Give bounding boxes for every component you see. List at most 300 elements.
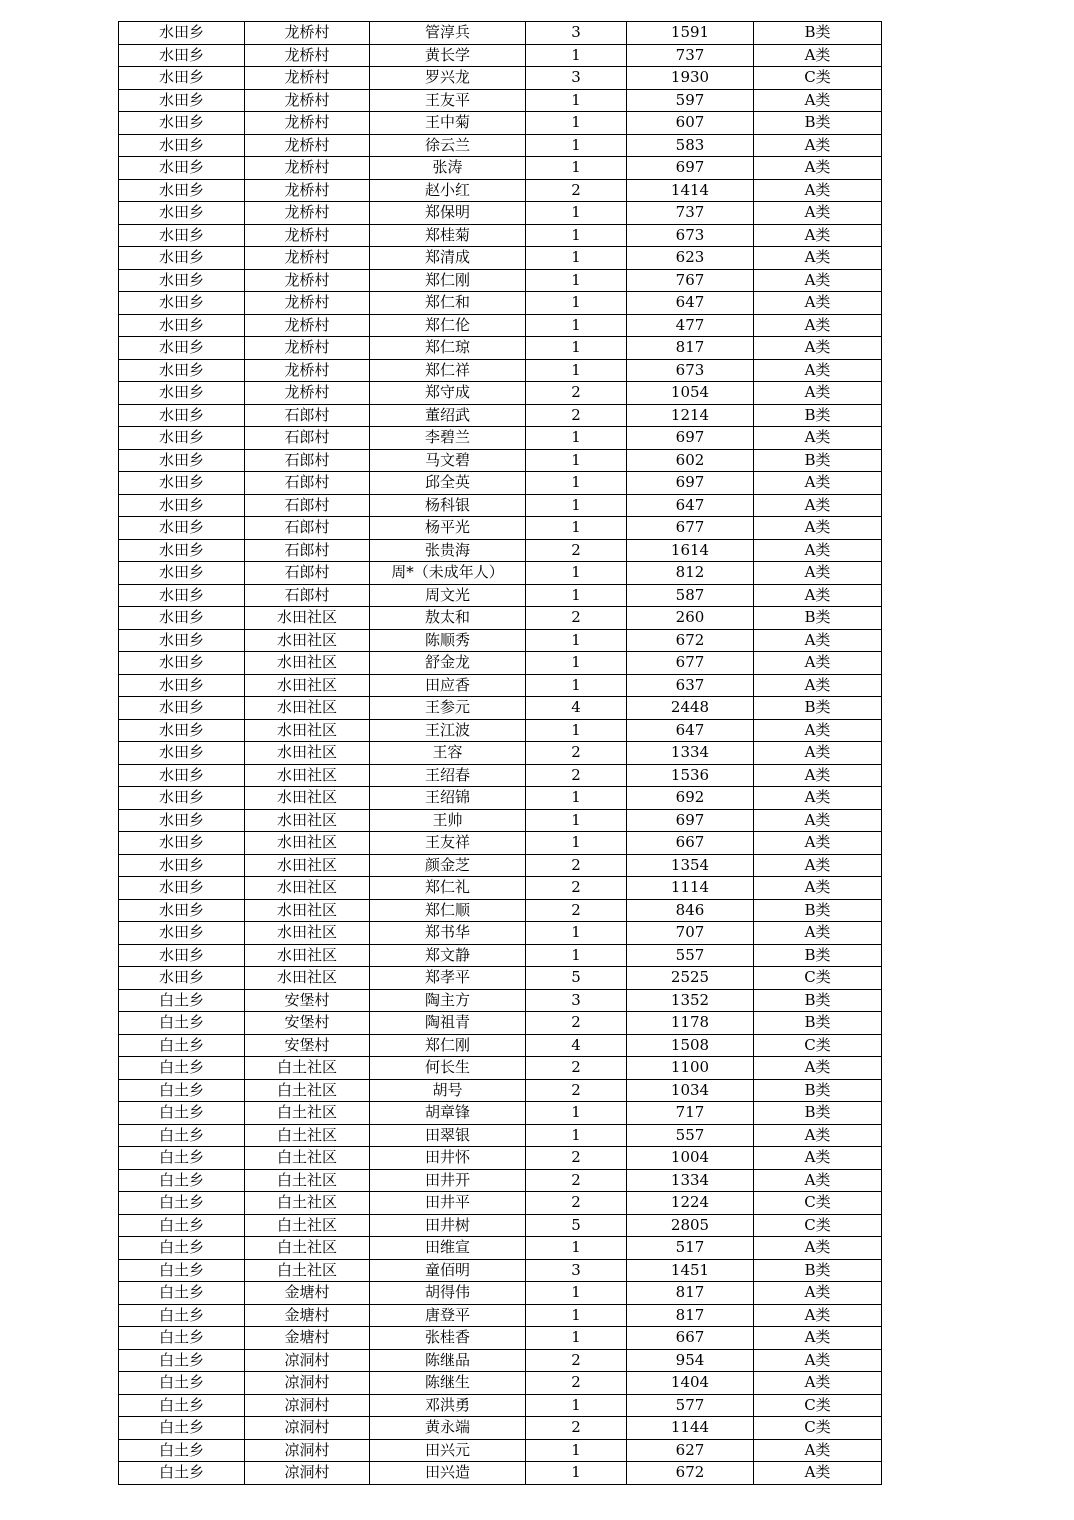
category-cell: A类 [754, 787, 882, 810]
village-cell: 石郎村 [245, 404, 370, 427]
name-cell: 田兴造 [370, 1462, 526, 1485]
category-cell: A类 [754, 1462, 882, 1485]
table-row [119, 269, 882, 292]
township-cell: 白土乡 [119, 1012, 245, 1035]
category-cell: A类 [754, 247, 882, 270]
amount-cell: 597 [627, 89, 754, 112]
village-cell: 金塘村 [245, 1327, 370, 1350]
table-row [119, 877, 882, 900]
category-cell: A类 [754, 427, 882, 450]
table-row [119, 1192, 882, 1215]
category-cell: A类 [754, 472, 882, 495]
township-cell: 水田乡 [119, 877, 245, 900]
name-cell: 郑仁和 [370, 292, 526, 315]
household-size-cell: 3 [526, 22, 627, 45]
name-cell: 黄长学 [370, 44, 526, 67]
township-cell: 水田乡 [119, 787, 245, 810]
township-cell: 白土乡 [119, 1192, 245, 1215]
township-cell: 水田乡 [119, 899, 245, 922]
table-row [119, 719, 882, 742]
township-cell: 水田乡 [119, 584, 245, 607]
amount-cell: 637 [627, 674, 754, 697]
category-cell: B类 [754, 1079, 882, 1102]
amount-cell: 1054 [627, 382, 754, 405]
name-cell: 胡得伟 [370, 1282, 526, 1305]
amount-cell: 672 [627, 1462, 754, 1485]
township-cell: 水田乡 [119, 809, 245, 832]
category-cell: B类 [754, 404, 882, 427]
table-row [119, 1372, 882, 1395]
name-cell: 张贵海 [370, 539, 526, 562]
name-cell: 郑书华 [370, 922, 526, 945]
name-cell: 陈继品 [370, 1349, 526, 1372]
table-row [119, 134, 882, 157]
amount-cell: 846 [627, 899, 754, 922]
name-cell: 敖太和 [370, 607, 526, 630]
beneficiary-table [118, 21, 882, 1485]
name-cell: 郑仁琼 [370, 337, 526, 360]
village-cell: 安堡村 [245, 1034, 370, 1057]
table-row [119, 1012, 882, 1035]
name-cell: 颜金芝 [370, 854, 526, 877]
township-cell: 白土乡 [119, 1394, 245, 1417]
name-cell: 王绍春 [370, 764, 526, 787]
table-row [119, 382, 882, 405]
amount-cell: 812 [627, 562, 754, 585]
township-cell: 水田乡 [119, 224, 245, 247]
household-size-cell: 5 [526, 1214, 627, 1237]
household-size-cell: 2 [526, 1147, 627, 1170]
township-cell: 水田乡 [119, 517, 245, 540]
amount-cell: 817 [627, 1304, 754, 1327]
amount-cell: 607 [627, 112, 754, 135]
name-cell: 邓洪勇 [370, 1394, 526, 1417]
household-size-cell: 4 [526, 697, 627, 720]
household-size-cell: 1 [526, 809, 627, 832]
household-size-cell: 1 [526, 674, 627, 697]
village-cell: 白土社区 [245, 1102, 370, 1125]
table-row [119, 629, 882, 652]
name-cell: 董绍武 [370, 404, 526, 427]
name-cell: 周文光 [370, 584, 526, 607]
township-cell: 水田乡 [119, 719, 245, 742]
village-cell: 石郎村 [245, 539, 370, 562]
category-cell: A类 [754, 337, 882, 360]
table-row [119, 562, 882, 585]
name-cell: 郑仁刚 [370, 1034, 526, 1057]
category-cell: A类 [754, 179, 882, 202]
name-cell: 徐云兰 [370, 134, 526, 157]
name-cell: 李碧兰 [370, 427, 526, 450]
amount-cell: 673 [627, 224, 754, 247]
table-row [119, 1439, 882, 1462]
amount-cell: 697 [627, 427, 754, 450]
table-row [119, 517, 882, 540]
name-cell: 陈顺秀 [370, 629, 526, 652]
household-size-cell: 2 [526, 1192, 627, 1215]
township-cell: 水田乡 [119, 539, 245, 562]
table-row [119, 944, 882, 967]
category-cell: A类 [754, 269, 882, 292]
category-cell: A类 [754, 742, 882, 765]
township-cell: 水田乡 [119, 22, 245, 45]
township-cell: 水田乡 [119, 112, 245, 135]
table-row [119, 494, 882, 517]
village-cell: 龙桥村 [245, 292, 370, 315]
village-cell: 安堡村 [245, 989, 370, 1012]
township-cell: 白土乡 [119, 1462, 245, 1485]
category-cell: C类 [754, 1417, 882, 1440]
village-cell: 龙桥村 [245, 89, 370, 112]
category-cell: A类 [754, 382, 882, 405]
village-cell: 龙桥村 [245, 22, 370, 45]
table-row [119, 854, 882, 877]
table-row [119, 1169, 882, 1192]
table-row [119, 67, 882, 90]
table-row [119, 44, 882, 67]
village-cell: 凉洞村 [245, 1417, 370, 1440]
name-cell: 王中菊 [370, 112, 526, 135]
township-cell: 白土乡 [119, 989, 245, 1012]
category-cell: A类 [754, 539, 882, 562]
amount-cell: 1214 [627, 404, 754, 427]
household-size-cell: 1 [526, 427, 627, 450]
category-cell: C类 [754, 67, 882, 90]
table-row [119, 899, 882, 922]
table-row [119, 314, 882, 337]
amount-cell: 672 [627, 629, 754, 652]
table-row [119, 359, 882, 382]
township-cell: 水田乡 [119, 292, 245, 315]
category-cell: B类 [754, 697, 882, 720]
village-cell: 白土社区 [245, 1259, 370, 1282]
table-row [119, 1034, 882, 1057]
household-size-cell: 2 [526, 899, 627, 922]
household-size-cell: 1 [526, 337, 627, 360]
township-cell: 水田乡 [119, 269, 245, 292]
household-size-cell: 1 [526, 157, 627, 180]
amount-cell: 477 [627, 314, 754, 337]
category-cell: A类 [754, 1349, 882, 1372]
amount-cell: 954 [627, 1349, 754, 1372]
township-cell: 白土乡 [119, 1259, 245, 1282]
name-cell: 赵小红 [370, 179, 526, 202]
household-size-cell: 1 [526, 1462, 627, 1485]
township-cell: 水田乡 [119, 854, 245, 877]
village-cell: 水田社区 [245, 697, 370, 720]
village-cell: 白土社区 [245, 1057, 370, 1080]
category-cell: C类 [754, 1192, 882, 1215]
village-cell: 龙桥村 [245, 337, 370, 360]
village-cell: 水田社区 [245, 832, 370, 855]
household-size-cell: 2 [526, 1079, 627, 1102]
village-cell: 白土社区 [245, 1169, 370, 1192]
category-cell: B类 [754, 944, 882, 967]
household-size-cell: 4 [526, 1034, 627, 1057]
township-cell: 水田乡 [119, 157, 245, 180]
table-row [119, 652, 882, 675]
village-cell: 水田社区 [245, 629, 370, 652]
household-size-cell: 2 [526, 1417, 627, 1440]
household-size-cell: 1 [526, 314, 627, 337]
table-row [119, 742, 882, 765]
name-cell: 郑仁祥 [370, 359, 526, 382]
table-row [119, 1327, 882, 1350]
township-cell: 白土乡 [119, 1057, 245, 1080]
name-cell: 田翠银 [370, 1124, 526, 1147]
name-cell: 王帅 [370, 809, 526, 832]
township-cell: 白土乡 [119, 1079, 245, 1102]
village-cell: 龙桥村 [245, 269, 370, 292]
table-row [119, 607, 882, 630]
village-cell: 凉洞村 [245, 1372, 370, 1395]
amount-cell: 647 [627, 719, 754, 742]
name-cell: 郑仁刚 [370, 269, 526, 292]
amount-cell: 667 [627, 1327, 754, 1350]
amount-cell: 1034 [627, 1079, 754, 1102]
name-cell: 童佰明 [370, 1259, 526, 1282]
name-cell: 陶主方 [370, 989, 526, 1012]
village-cell: 水田社区 [245, 719, 370, 742]
category-cell: A类 [754, 584, 882, 607]
household-size-cell: 1 [526, 292, 627, 315]
table-row [119, 89, 882, 112]
name-cell: 唐登平 [370, 1304, 526, 1327]
name-cell: 舒金龙 [370, 652, 526, 675]
category-cell: A类 [754, 134, 882, 157]
household-size-cell: 1 [526, 449, 627, 472]
category-cell: B类 [754, 899, 882, 922]
name-cell: 田井怀 [370, 1147, 526, 1170]
category-cell: A类 [754, 877, 882, 900]
household-size-cell: 2 [526, 607, 627, 630]
amount-cell: 697 [627, 809, 754, 832]
name-cell: 田应香 [370, 674, 526, 697]
category-cell: C类 [754, 1034, 882, 1057]
table-row [119, 967, 882, 990]
amount-cell: 1591 [627, 22, 754, 45]
household-size-cell: 1 [526, 787, 627, 810]
name-cell: 何长生 [370, 1057, 526, 1080]
household-size-cell: 1 [526, 1304, 627, 1327]
amount-cell: 1930 [627, 67, 754, 90]
table-row [119, 427, 882, 450]
table-row [119, 247, 882, 270]
amount-cell: 1508 [627, 1034, 754, 1057]
category-cell: A类 [754, 44, 882, 67]
table-row [119, 989, 882, 1012]
village-cell: 水田社区 [245, 742, 370, 765]
village-cell: 石郎村 [245, 494, 370, 517]
village-cell: 安堡村 [245, 1012, 370, 1035]
category-cell: B类 [754, 1259, 882, 1282]
village-cell: 水田社区 [245, 922, 370, 945]
category-cell: A类 [754, 494, 882, 517]
village-cell: 石郎村 [245, 517, 370, 540]
category-cell: B类 [754, 989, 882, 1012]
name-cell: 田维宣 [370, 1237, 526, 1260]
township-cell: 水田乡 [119, 629, 245, 652]
household-size-cell: 1 [526, 517, 627, 540]
name-cell: 张桂香 [370, 1327, 526, 1350]
township-cell: 白土乡 [119, 1327, 245, 1350]
amount-cell: 677 [627, 517, 754, 540]
amount-cell: 1404 [627, 1372, 754, 1395]
category-cell: B类 [754, 22, 882, 45]
category-cell: A类 [754, 359, 882, 382]
name-cell: 郑仁顺 [370, 899, 526, 922]
township-cell: 水田乡 [119, 697, 245, 720]
amount-cell: 517 [627, 1237, 754, 1260]
table-row [119, 157, 882, 180]
table-row [119, 1102, 882, 1125]
household-size-cell: 3 [526, 1259, 627, 1282]
township-cell: 水田乡 [119, 764, 245, 787]
table-row [119, 1282, 882, 1305]
amount-cell: 1114 [627, 877, 754, 900]
village-cell: 龙桥村 [245, 179, 370, 202]
table-row [119, 1259, 882, 1282]
township-cell: 水田乡 [119, 562, 245, 585]
township-cell: 水田乡 [119, 382, 245, 405]
township-cell: 水田乡 [119, 922, 245, 945]
household-size-cell: 1 [526, 944, 627, 967]
village-cell: 水田社区 [245, 607, 370, 630]
township-cell: 水田乡 [119, 427, 245, 450]
table-row [119, 1124, 882, 1147]
table-row [119, 539, 882, 562]
table-row [119, 697, 882, 720]
township-cell: 水田乡 [119, 202, 245, 225]
village-cell: 白土社区 [245, 1237, 370, 1260]
name-cell: 郑清成 [370, 247, 526, 270]
township-cell: 水田乡 [119, 967, 245, 990]
category-cell: A类 [754, 562, 882, 585]
name-cell: 杨平光 [370, 517, 526, 540]
household-size-cell: 1 [526, 832, 627, 855]
village-cell: 水田社区 [245, 764, 370, 787]
village-cell: 水田社区 [245, 652, 370, 675]
township-cell: 白土乡 [119, 1304, 245, 1327]
village-cell: 白土社区 [245, 1079, 370, 1102]
category-cell: A类 [754, 764, 882, 787]
township-cell: 白土乡 [119, 1417, 245, 1440]
category-cell: A类 [754, 719, 882, 742]
table-row [119, 1079, 882, 1102]
table-row [119, 449, 882, 472]
category-cell: A类 [754, 1327, 882, 1350]
household-size-cell: 2 [526, 382, 627, 405]
amount-cell: 1178 [627, 1012, 754, 1035]
category-cell: C类 [754, 967, 882, 990]
household-size-cell: 2 [526, 179, 627, 202]
category-cell: A类 [754, 157, 882, 180]
table-row [119, 832, 882, 855]
amount-cell: 817 [627, 337, 754, 360]
village-cell: 石郎村 [245, 562, 370, 585]
amount-cell: 587 [627, 584, 754, 607]
household-size-cell: 2 [526, 764, 627, 787]
name-cell: 黄永端 [370, 1417, 526, 1440]
household-size-cell: 1 [526, 584, 627, 607]
amount-cell: 647 [627, 292, 754, 315]
village-cell: 龙桥村 [245, 44, 370, 67]
amount-cell: 737 [627, 44, 754, 67]
amount-cell: 717 [627, 1102, 754, 1125]
amount-cell: 667 [627, 832, 754, 855]
name-cell: 胡章锋 [370, 1102, 526, 1125]
amount-cell: 602 [627, 449, 754, 472]
category-cell: B类 [754, 449, 882, 472]
name-cell: 胡号 [370, 1079, 526, 1102]
amount-cell: 627 [627, 1439, 754, 1462]
table-row [119, 764, 882, 787]
amount-cell: 1004 [627, 1147, 754, 1170]
table-row [119, 922, 882, 945]
village-cell: 水田社区 [245, 899, 370, 922]
amount-cell: 767 [627, 269, 754, 292]
table-row [119, 112, 882, 135]
household-size-cell: 1 [526, 1282, 627, 1305]
household-size-cell: 1 [526, 89, 627, 112]
village-cell: 水田社区 [245, 877, 370, 900]
table-row [119, 292, 882, 315]
household-size-cell: 1 [526, 44, 627, 67]
village-cell: 凉洞村 [245, 1462, 370, 1485]
household-size-cell: 1 [526, 359, 627, 382]
name-cell: 郑仁伦 [370, 314, 526, 337]
amount-cell: 557 [627, 944, 754, 967]
village-cell: 水田社区 [245, 809, 370, 832]
village-cell: 水田社区 [245, 787, 370, 810]
township-cell: 水田乡 [119, 314, 245, 337]
category-cell: A类 [754, 1147, 882, 1170]
village-cell: 水田社区 [245, 944, 370, 967]
amount-cell: 817 [627, 1282, 754, 1305]
household-size-cell: 1 [526, 202, 627, 225]
category-cell: B类 [754, 1012, 882, 1035]
township-cell: 水田乡 [119, 742, 245, 765]
village-cell: 龙桥村 [245, 314, 370, 337]
household-size-cell: 1 [526, 562, 627, 585]
township-cell: 白土乡 [119, 1034, 245, 1057]
name-cell: 罗兴龙 [370, 67, 526, 90]
township-cell: 水田乡 [119, 494, 245, 517]
name-cell: 邱全英 [370, 472, 526, 495]
township-cell: 白土乡 [119, 1372, 245, 1395]
table-row [119, 584, 882, 607]
amount-cell: 260 [627, 607, 754, 630]
household-size-cell: 1 [526, 247, 627, 270]
table-row [119, 404, 882, 427]
amount-cell: 1334 [627, 1169, 754, 1192]
village-cell: 白土社区 [245, 1147, 370, 1170]
category-cell: A类 [754, 629, 882, 652]
name-cell: 陶祖青 [370, 1012, 526, 1035]
household-size-cell: 1 [526, 112, 627, 135]
township-cell: 水田乡 [119, 674, 245, 697]
name-cell: 王参元 [370, 697, 526, 720]
category-cell: A类 [754, 832, 882, 855]
table-row [119, 809, 882, 832]
township-cell: 水田乡 [119, 179, 245, 202]
category-cell: A类 [754, 224, 882, 247]
household-size-cell: 1 [526, 269, 627, 292]
village-cell: 石郎村 [245, 449, 370, 472]
township-cell: 水田乡 [119, 337, 245, 360]
name-cell: 陈继生 [370, 1372, 526, 1395]
village-cell: 石郎村 [245, 472, 370, 495]
